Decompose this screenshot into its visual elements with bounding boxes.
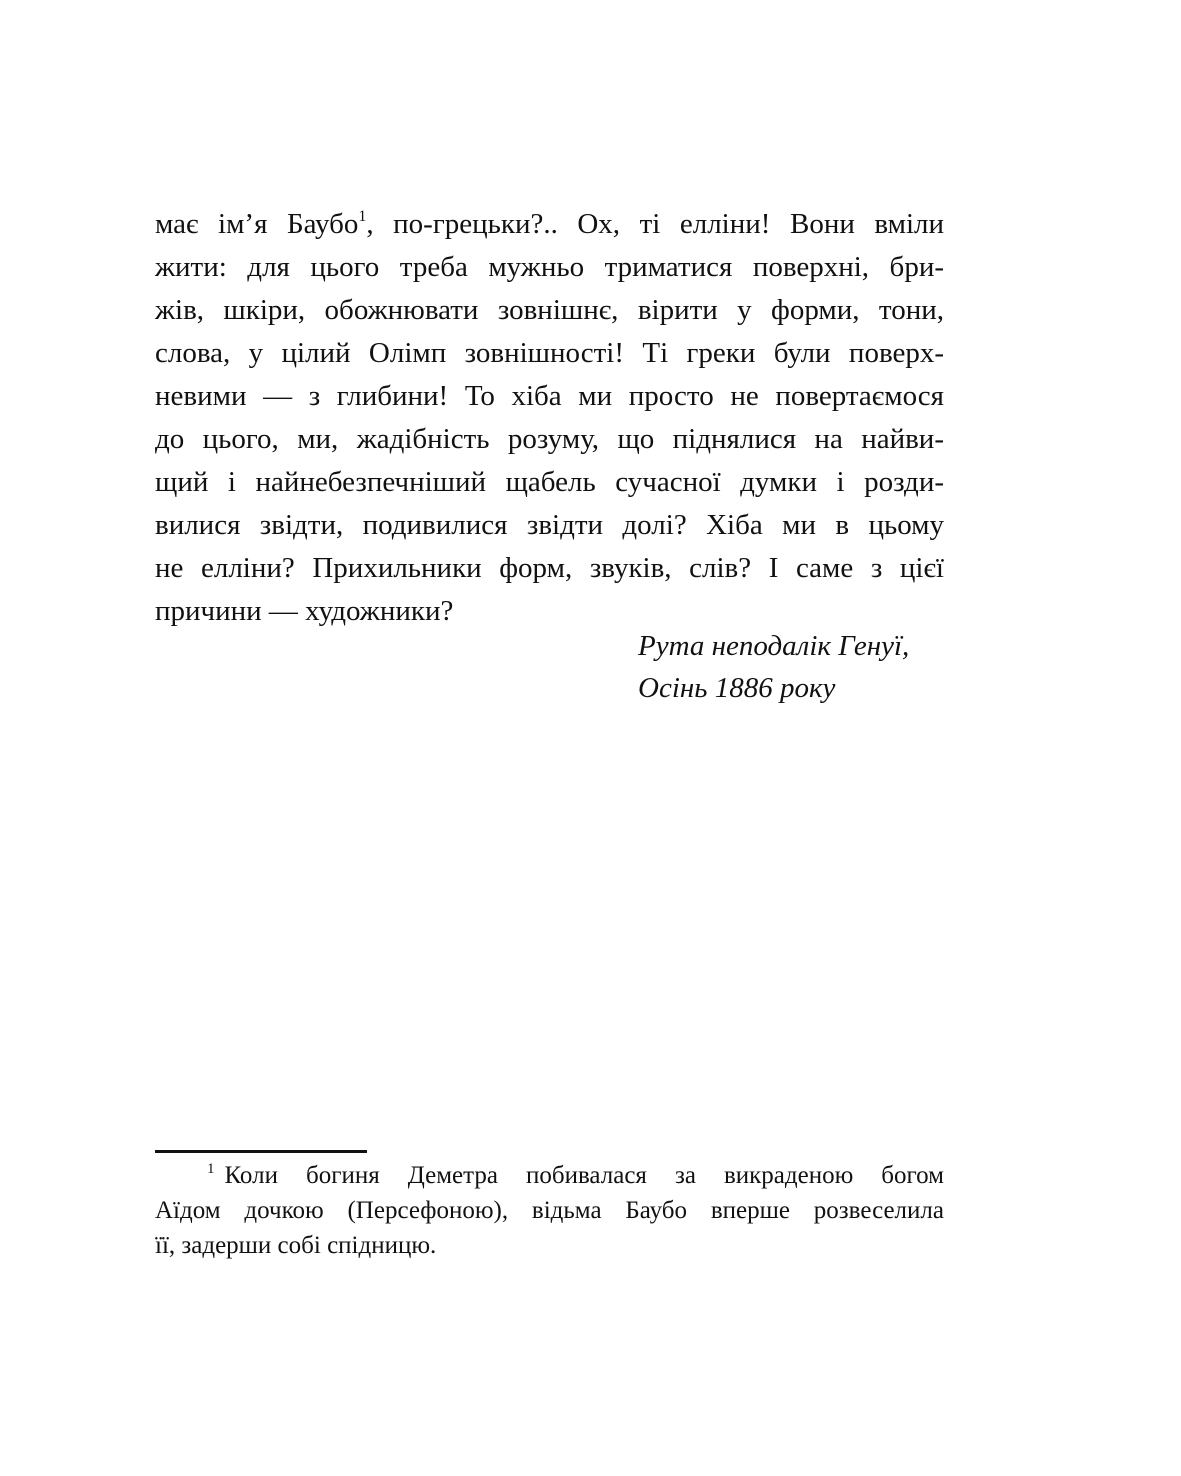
- text-line: жити: для цього треба мужньо триматися поверхні, бри-: [155, 251, 944, 283]
- footnote-line: її, задерши собі спідницю.: [155, 1232, 437, 1259]
- footnote-line: Аїдом дочкою (Персефоною), відьма Баубо вперше розвеселила: [155, 1197, 944, 1224]
- text-line: не елліни? Прихильники форм, звуків, слів? І саме з цієї: [155, 552, 944, 584]
- main-paragraph: [155, 203, 944, 633]
- footnote-divider: [155, 1150, 367, 1153]
- text-line: жів, шкіри, обожнювати зовнішнє, вірити у форми, тони,: [155, 294, 944, 326]
- signature-date: Осінь 1886 року: [638, 672, 836, 704]
- text-line: причини — художники?: [155, 595, 454, 627]
- text-line: невими — з глибини! То хіба ми просто не повертаємося: [155, 380, 944, 412]
- signature-block: [638, 625, 958, 709]
- footnote-reference[interactable]: 1: [358, 208, 367, 225]
- footnote-marker: 1: [207, 1161, 215, 1177]
- text-line: слова, у цілий Олімп зовнішності! Ті греки були поверх-: [155, 337, 944, 369]
- text-line: вилися звідти, подивилися звідти долі? Хіба ми в цьому: [155, 509, 944, 541]
- text-segment: , по-грецьки?.. Ох, ті елліни! Вони вміли: [366, 208, 944, 240]
- text-segment: має ім’я Баубо: [155, 208, 359, 240]
- text-line: щий і найнебезпечніший щабель сучасної думки і розди-: [155, 466, 944, 498]
- text-line: до цього, ми, жадібність розуму, що піднялися на найви-: [155, 423, 944, 455]
- text-line: [155, 203, 944, 246]
- footnote-line: [155, 1158, 944, 1193]
- footnote: [155, 1158, 944, 1263]
- footnote-text: Коли богиня Деметра побивалася за викраденою богом: [224, 1162, 944, 1189]
- signature-place: Рута неподалік Генуї,: [638, 630, 910, 662]
